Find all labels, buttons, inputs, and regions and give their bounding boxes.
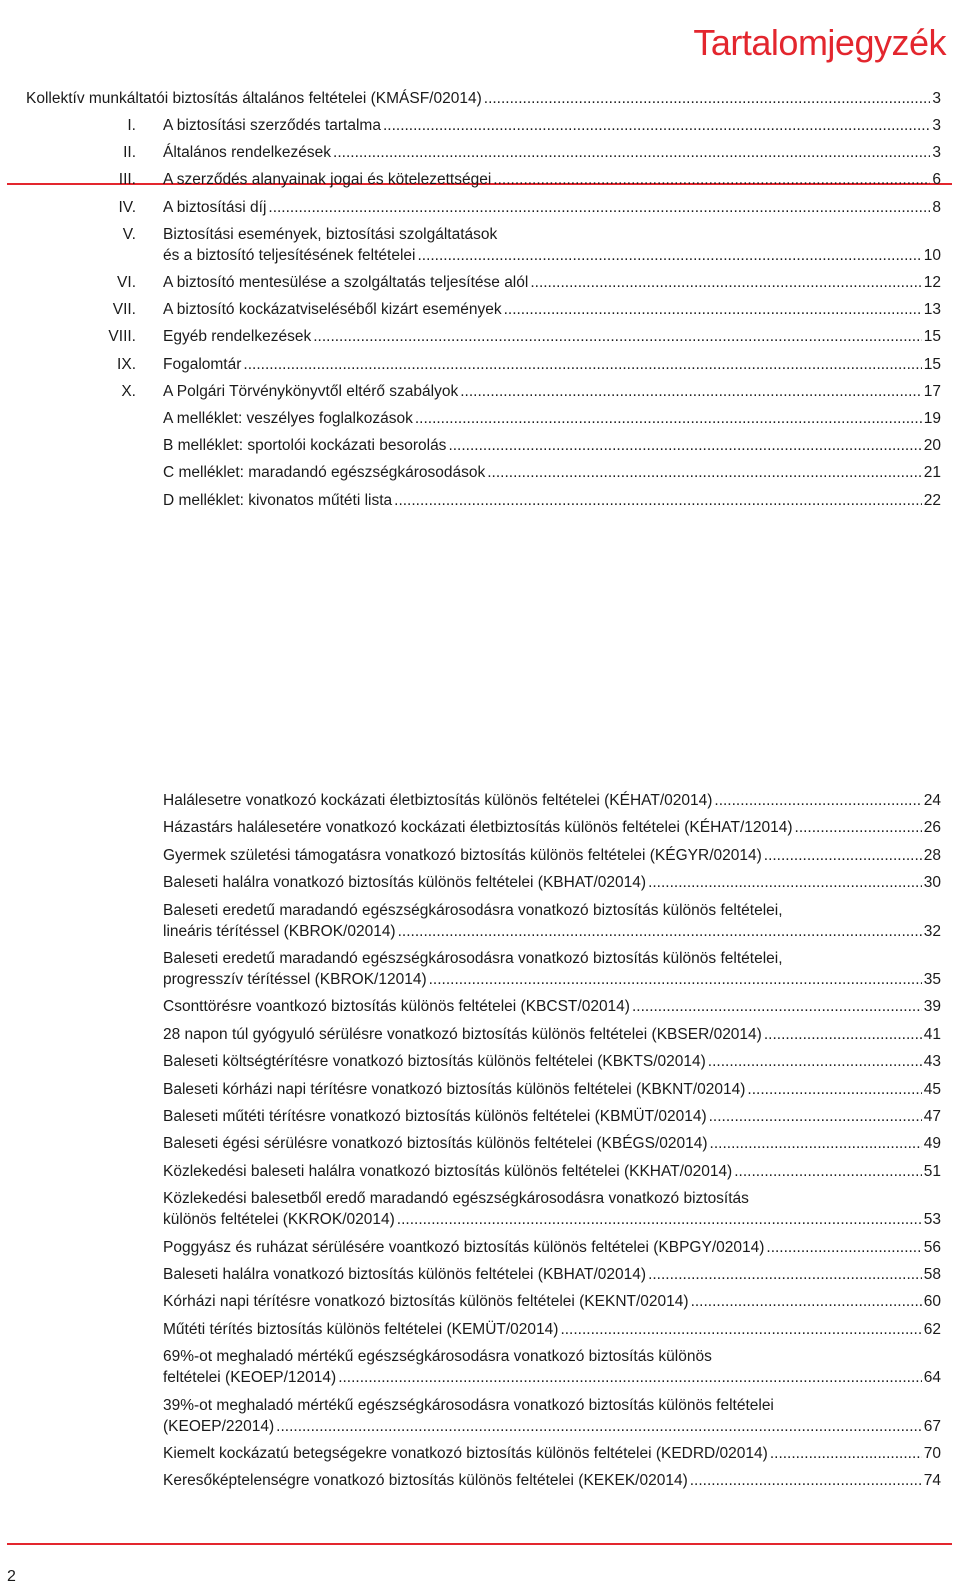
dot-leader	[764, 1025, 922, 1045]
toc-page-number: 30	[923, 874, 941, 892]
dot-leader	[766, 1238, 921, 1258]
dot-leader	[487, 463, 922, 483]
toc-entry-line[interactable]	[163, 1292, 941, 1312]
toc-page-number: 49	[923, 1135, 941, 1153]
toc-entry-line[interactable]	[163, 409, 941, 429]
toc-page-number: 41	[923, 1025, 941, 1043]
toc-entry-line[interactable]	[163, 997, 941, 1017]
dot-leader	[484, 89, 931, 109]
toc-entry-line[interactable]	[163, 1107, 941, 1127]
toc-entry-line[interactable]	[163, 970, 941, 990]
toc-page-number: 56	[923, 1238, 941, 1256]
toc-entry-line[interactable]	[163, 143, 941, 163]
toc-page-number: 3	[932, 117, 941, 134]
toc-entry-line[interactable]	[163, 327, 941, 347]
toc-page-number: 20	[923, 437, 941, 455]
toc-page-number: 10	[923, 246, 941, 264]
toc-entry-title: Baleseti műtéti térítésre vonatkozó biztosítás különös feltételei (KBMÜT/02014)	[163, 1108, 707, 1125]
toc-entry-title: Csonttörésre voantkozó biztosítás különös feltételei (KBCST/02014)	[163, 998, 630, 1016]
toc-entry-title: C melléklet: maradandó egészségkárosodások	[163, 464, 486, 482]
toc-entry-title: A szerződés alanyainak jogai és kötelezettségei	[163, 171, 492, 189]
toc-entry-line[interactable]	[163, 791, 941, 811]
toc-page-number: 12	[923, 274, 941, 291]
chapter-number: IX.	[117, 355, 136, 373]
bottom-divider	[7, 1543, 952, 1545]
toc-entry-title: A biztosító mentesülése a szolgáltatás teljesítése alól	[163, 274, 529, 291]
toc-entry-title: Kiemelt kockázatú betegségekre vonatkozó biztosítás különös feltételei (KEDRD/02014)	[163, 1445, 768, 1462]
toc-entry-line[interactable]	[163, 246, 941, 266]
toc-entry-title: Baleseti halálra vonatkozó biztosítás különös feltételei (KBHAT/02014)	[163, 1266, 647, 1283]
dot-leader	[338, 1368, 922, 1388]
toc-entry-title: és a biztosító teljesítésének feltételei	[163, 246, 416, 264]
toc-entry-title: Baleseti eredetű maradandó egészségkárosodásra vonatkozó biztosítás különös feltételei,	[163, 950, 783, 967]
toc-entry-line[interactable]	[163, 300, 941, 320]
dot-leader	[560, 1320, 921, 1340]
toc-page-number: 74	[923, 1472, 941, 1490]
toc-entry-title: A Polgári Törvénykönyvtől eltérő szabályok	[163, 382, 459, 400]
toc-entry-line[interactable]	[163, 873, 941, 893]
toc-entry-line[interactable]	[163, 1320, 941, 1340]
toc-entry-title: Közlekedési baleseti halálra vonatkozó biztosítás különös feltételei (KKHAT/02014)	[163, 1162, 733, 1180]
toc-entry-line[interactable]	[163, 491, 941, 511]
toc-entry-title: Baleseti kórházi napi térítésre vonatkozó biztosítás különös feltételei (KBKNT/02014)	[163, 1080, 746, 1098]
toc-entry-line[interactable]	[163, 846, 941, 866]
dot-leader	[268, 198, 930, 218]
dot-leader	[417, 246, 921, 266]
dot-leader	[714, 791, 921, 811]
dot-leader	[795, 818, 922, 838]
toc-entry-line[interactable]	[163, 1025, 941, 1045]
chapter-number: I.	[127, 117, 136, 134]
dot-leader	[709, 1107, 922, 1127]
toc-page-number: 6	[932, 171, 941, 189]
toc-page-number: 15	[923, 328, 941, 346]
toc-page-number: 8	[932, 198, 941, 216]
page-number: 2	[7, 1568, 16, 1585]
toc-entry-title: 28 napon túl gyógyuló sérülésre vonatkozó biztosítás különös feltételei (KBSER/02014)	[163, 1025, 762, 1043]
chapter-number: VII.	[112, 301, 136, 319]
toc-entry-line[interactable]	[163, 1162, 941, 1182]
toc-page-number: 51	[923, 1162, 941, 1180]
toc-page-number: 62	[923, 1320, 941, 1338]
toc-entry-line[interactable]	[163, 1134, 941, 1154]
toc-entry-line[interactable]	[163, 1052, 941, 1072]
toc-entry-line[interactable]	[163, 198, 941, 218]
toc-page-number: 3	[932, 90, 941, 107]
toc-entry-title: lineáris térítéssel (KBROK/02014)	[163, 922, 396, 940]
toc-entry-title: különös feltételei (KKROK/02014)	[163, 1211, 395, 1229]
toc-entry-title: Közlekedési balesetből eredő maradandó egészségkárosodásra vonatkozó biztosítás	[163, 1190, 749, 1208]
chapter-number: IV.	[118, 198, 136, 216]
toc-entry-title: 69%-ot meghaladó mértékű egészségkárosodásra vonatkozó biztosítás különös	[163, 1348, 712, 1366]
toc-entry-title: D melléklet: kivonatos műtéti lista	[163, 491, 393, 509]
toc-entry-title: progresszív térítéssel (KBROK/12014)	[163, 971, 427, 988]
toc-entry-title: Gyermek születési támogatásra vonatkozó biztosítás különös feltételei (KÉGYR/02014)	[163, 846, 762, 864]
toc-entry-title: Kollektív munkáltatói biztosítás általános feltételei (KMÁSF/02014)	[26, 90, 482, 107]
toc-page-number: 17	[923, 382, 941, 400]
dot-leader	[243, 355, 921, 375]
toc-entry-title: (KEOEP/22014)	[163, 1417, 275, 1435]
toc-entry-line[interactable]	[163, 436, 941, 456]
toc-entry-line[interactable]	[163, 1080, 941, 1100]
toc-entry-line[interactable]	[163, 1444, 941, 1464]
dot-leader	[710, 1134, 922, 1154]
toc-page-number: 53	[923, 1211, 941, 1229]
toc-entry-title: Fogalomtár	[163, 355, 242, 373]
dot-leader	[429, 970, 922, 990]
toc-page-number: 3	[932, 144, 941, 162]
chapter-number: II.	[123, 144, 136, 162]
toc-entry-title: 39%-ot meghaladó mértékű egészségkárosodásra vonatkozó biztosítás különös feltételei	[163, 1396, 774, 1414]
toc-entry-title: Egyéb rendelkezések	[163, 328, 312, 346]
toc-page-number: 70	[923, 1445, 941, 1462]
dot-leader	[313, 327, 922, 347]
dot-leader	[648, 873, 922, 893]
toc-page-number: 22	[923, 491, 941, 509]
toc-entry-title: A biztosítási díj	[163, 198, 267, 216]
toc-page-number: 28	[923, 846, 941, 864]
toc-entry-line[interactable]	[163, 1210, 941, 1230]
toc-entry-title: Általános rendelkezések	[163, 144, 332, 162]
toc-entry-line[interactable]	[163, 1471, 941, 1491]
dot-leader	[493, 170, 930, 190]
toc-page-number: 58	[923, 1266, 941, 1283]
dot-leader	[397, 1210, 922, 1230]
toc-entry-line[interactable]	[163, 463, 941, 483]
toc-entry-title: Házastárs halálesetére vonatkozó kockázati életbiztosítás különös feltételei (KÉHAT/12014)	[163, 819, 793, 837]
chapter-number: VIII.	[108, 328, 136, 346]
toc-entry-line[interactable]	[163, 355, 941, 375]
toc-entry-title: Keresőképtelenségre vonatkozó biztosítás különös feltételei (KEKEK/02014)	[163, 1472, 688, 1490]
chapter-number: III.	[118, 171, 136, 189]
toc-entry-line[interactable]	[163, 382, 941, 402]
toc-entry-title: A biztosítási szerződés tartalma	[163, 117, 381, 134]
toc-page-number: 26	[923, 819, 941, 837]
dot-leader	[460, 382, 922, 402]
chapter-number: V.	[122, 225, 136, 243]
toc-page-number: 24	[923, 792, 941, 809]
toc-entry-title: Kórházi napi térítésre vonatkozó biztosítás különös feltételei (KEKNT/02014)	[163, 1293, 689, 1311]
toc-entry-line[interactable]	[163, 116, 941, 136]
dot-leader	[504, 300, 922, 320]
toc-entry-line[interactable]	[163, 1417, 941, 1437]
dot-leader	[648, 1265, 922, 1285]
chapter-number: X.	[121, 382, 136, 400]
dot-leader	[747, 1080, 921, 1100]
toc-page-number: 60	[923, 1293, 941, 1311]
toc-entry-title: A biztosító kockázatviseléséből kizárt események	[163, 301, 502, 319]
toc-page-number: 35	[923, 971, 941, 988]
toc-entry-line[interactable]	[163, 170, 941, 190]
toc-entry-title: Baleseti halálra vonatkozó biztosítás különös feltételei (KBHAT/02014)	[163, 874, 647, 892]
toc-page-number: 21	[923, 464, 941, 482]
toc-page-number: 39	[923, 998, 941, 1016]
toc-page-number: 45	[923, 1080, 941, 1098]
dot-leader	[383, 116, 930, 136]
chapter-number: VI.	[117, 274, 136, 291]
toc-entry-title: B melléklet: sportolói kockázati besorolás	[163, 437, 447, 455]
dot-leader	[691, 1292, 922, 1312]
dot-leader	[708, 1052, 922, 1072]
toc-page-number: 64	[923, 1369, 941, 1387]
dot-leader	[632, 997, 922, 1017]
dot-leader	[770, 1444, 922, 1464]
page-title: Tartalomjegyzék	[693, 22, 946, 63]
toc-entry-line[interactable]	[163, 1368, 941, 1388]
toc-page-number: 32	[923, 922, 941, 940]
toc-page-number: 13	[923, 301, 941, 319]
dot-leader	[734, 1162, 922, 1182]
toc-entry-line[interactable]	[26, 89, 941, 109]
toc-entry-title: feltételei (KEOEP/12014)	[163, 1369, 337, 1387]
toc-entry-line[interactable]	[163, 1265, 941, 1285]
toc-entry-line[interactable]	[163, 922, 941, 942]
toc-page-number: 67	[923, 1417, 941, 1435]
toc-entry-line[interactable]	[163, 818, 941, 838]
dot-leader	[415, 409, 922, 429]
dot-leader	[448, 436, 921, 456]
dot-leader	[764, 846, 922, 866]
dot-leader	[398, 922, 922, 942]
toc-entry-title: Baleseti eredetű maradandó egészségkárosodásra vonatkozó biztosítás különös feltételei,	[163, 901, 783, 919]
toc-page-number: 43	[923, 1053, 941, 1071]
toc-entry-title: Baleseti költségtérítésre vonatkozó biztosítás különös feltételei (KBKTS/02014)	[163, 1053, 706, 1071]
toc-entry-title: Halálesetre vonatkozó kockázati életbiztosítás különös feltételei (KÉHAT/02014)	[163, 792, 713, 809]
toc-entry-title: Baleseti égési sérülésre vonatkozó biztosítás különös feltételei (KBÉGS/02014)	[163, 1135, 708, 1153]
toc-page-number: 19	[923, 410, 941, 427]
toc-entry-title: Biztosítási események, biztosítási szolgáltatások	[163, 225, 498, 243]
toc-page-number: 47	[923, 1108, 941, 1125]
dot-leader	[394, 491, 922, 511]
toc-entry-title: Műtéti térítés biztosítás különös feltételei (KEMÜT/02014)	[163, 1320, 559, 1338]
dot-leader	[333, 143, 930, 163]
toc-entry-title: A melléklet: veszélyes foglalkozások	[163, 410, 413, 427]
dot-leader	[690, 1471, 922, 1491]
toc-page-number: 15	[923, 355, 941, 373]
toc-entry-line[interactable]	[163, 273, 941, 293]
dot-leader	[276, 1417, 922, 1437]
toc-entry-line[interactable]	[163, 1238, 941, 1258]
toc-entry-title: Poggyász és ruházat sérülésére voantkozó biztosítás különös feltételei (KBPGY/02014)	[163, 1238, 765, 1256]
dot-leader	[530, 273, 921, 293]
